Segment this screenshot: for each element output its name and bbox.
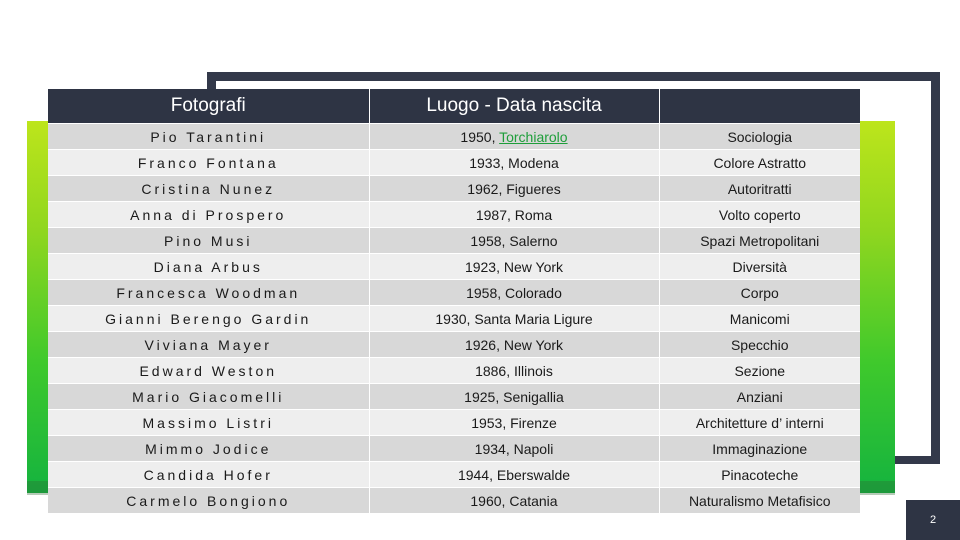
- birth-year: 1960,: [470, 492, 510, 509]
- birth-year: 1950,: [460, 128, 500, 145]
- birth-year: 1933,: [469, 154, 509, 171]
- birth-year: 1962,: [467, 180, 507, 197]
- birthplace: Santa Maria Ligure: [474, 310, 593, 327]
- birthplace: New York: [503, 336, 564, 353]
- place-birthdate-cell: [369, 202, 659, 228]
- birthplace: Modena: [508, 154, 559, 171]
- birth-year: 1925,: [464, 388, 504, 405]
- photographer-name: Pio Tarantini: [48, 124, 369, 150]
- table-row: [48, 150, 860, 176]
- place-birthdate-cell: [369, 176, 659, 202]
- place-birthdate-cell: [369, 358, 659, 384]
- birthplace: Figueres: [506, 180, 561, 197]
- birth-year: 1987,: [475, 206, 515, 223]
- birthplace: Firenze: [510, 414, 557, 431]
- table-row: [48, 436, 860, 462]
- photographer-name: Mario Giacomelli: [48, 384, 369, 410]
- photographer-name: Francesca Woodman: [48, 280, 369, 306]
- photography-theme: Sociologia: [659, 124, 860, 150]
- birth-year: 1958,: [466, 284, 506, 301]
- page-number: 2: [906, 500, 960, 540]
- photography-theme: Anziani: [659, 384, 860, 410]
- birthplace: Roma: [514, 206, 553, 223]
- place-birthdate-cell: [369, 124, 659, 150]
- photographer-name: Candida Hofer: [48, 462, 369, 488]
- birthplace: Napoli: [513, 440, 554, 457]
- photographer-name: Massimo Listri: [48, 410, 369, 436]
- place-birthdate-cell: [369, 280, 659, 306]
- photographer-name: Edward Weston: [48, 358, 369, 384]
- header-theme: [659, 89, 860, 124]
- table-row: [48, 384, 860, 410]
- table-row: [48, 254, 860, 280]
- table-row: [48, 176, 860, 202]
- birth-year: 1944,: [457, 466, 497, 483]
- header-place-birthdate: Luogo - Data nascita: [369, 89, 659, 124]
- birth-year: 1886,: [475, 362, 515, 379]
- place-birthdate-cell: [369, 488, 659, 514]
- table-row: [48, 358, 860, 384]
- photography-theme: Colore Astratto: [659, 150, 860, 176]
- table-row: [48, 124, 860, 150]
- birthplace: Catania: [509, 492, 558, 509]
- photography-theme: Architetture d’ interni: [659, 410, 860, 436]
- table-row: [48, 462, 860, 488]
- birth-year: 1953,: [471, 414, 511, 431]
- photographer-name: Gianni Berengo Gardin: [48, 306, 369, 332]
- photography-theme: Manicomi: [659, 306, 860, 332]
- place-birthdate-cell: [369, 436, 659, 462]
- photography-theme: Diversità: [659, 254, 860, 280]
- header-photographers: Fotografi: [48, 89, 369, 124]
- photographer-name: Mimmo Jodice: [48, 436, 369, 462]
- place-birthdate-cell: [369, 410, 659, 436]
- photographer-name: Carmelo Bongiono: [48, 488, 369, 514]
- birthplace: Senigallia: [503, 388, 564, 405]
- birth-year: 1926,: [464, 336, 504, 353]
- place-birthdate-cell: [369, 254, 659, 280]
- photography-theme: Naturalismo Metafisico: [659, 488, 860, 514]
- birthplace: Illinois: [514, 362, 553, 379]
- birthplace: New York: [503, 258, 564, 275]
- photography-theme: Corpo: [659, 280, 860, 306]
- photography-theme: Volto coperto: [659, 202, 860, 228]
- photographer-name: Franco Fontana: [48, 150, 369, 176]
- photographer-name: Pino Musi: [48, 228, 369, 254]
- birth-year: 1930,: [435, 310, 475, 327]
- photography-theme: Pinacoteche: [659, 462, 860, 488]
- place-birthdate-cell: [369, 384, 659, 410]
- place-birthdate-cell: [369, 332, 659, 358]
- photography-theme: Autoritratti: [659, 176, 860, 202]
- photography-theme: Spazi Metropolitani: [659, 228, 860, 254]
- photography-theme: Sezione: [659, 358, 860, 384]
- place-birthdate-cell: [369, 462, 659, 488]
- photographers-table: [48, 89, 860, 513]
- birthplace: Eberswalde: [496, 466, 571, 483]
- table-header-row: [48, 89, 860, 124]
- photographer-name: Viviana Mayer: [48, 332, 369, 358]
- place-birthdate-cell: [369, 306, 659, 332]
- photographer-name: Anna di Prospero: [48, 202, 369, 228]
- table-row: [48, 306, 860, 332]
- birthplace: Colorado: [505, 284, 562, 301]
- table-row: [48, 228, 860, 254]
- birth-year: 1958,: [470, 232, 510, 249]
- table-row: [48, 280, 860, 306]
- place-birthdate-cell: [369, 228, 659, 254]
- place-birthdate-cell: [369, 150, 659, 176]
- photographer-name: Cristina Nunez: [48, 176, 369, 202]
- birth-year: 1923,: [464, 258, 504, 275]
- table-row: [48, 202, 860, 228]
- birthplace: Salerno: [509, 232, 558, 249]
- photography-theme: Immaginazione: [659, 436, 860, 462]
- table-row: [48, 332, 860, 358]
- table-row: [48, 410, 860, 436]
- birthplace-link[interactable]: Torchiarolo: [499, 128, 568, 145]
- table-row: [48, 488, 860, 514]
- photographer-name: Diana Arbus: [48, 254, 369, 280]
- birth-year: 1934,: [474, 440, 514, 457]
- photography-theme: Specchio: [659, 332, 860, 358]
